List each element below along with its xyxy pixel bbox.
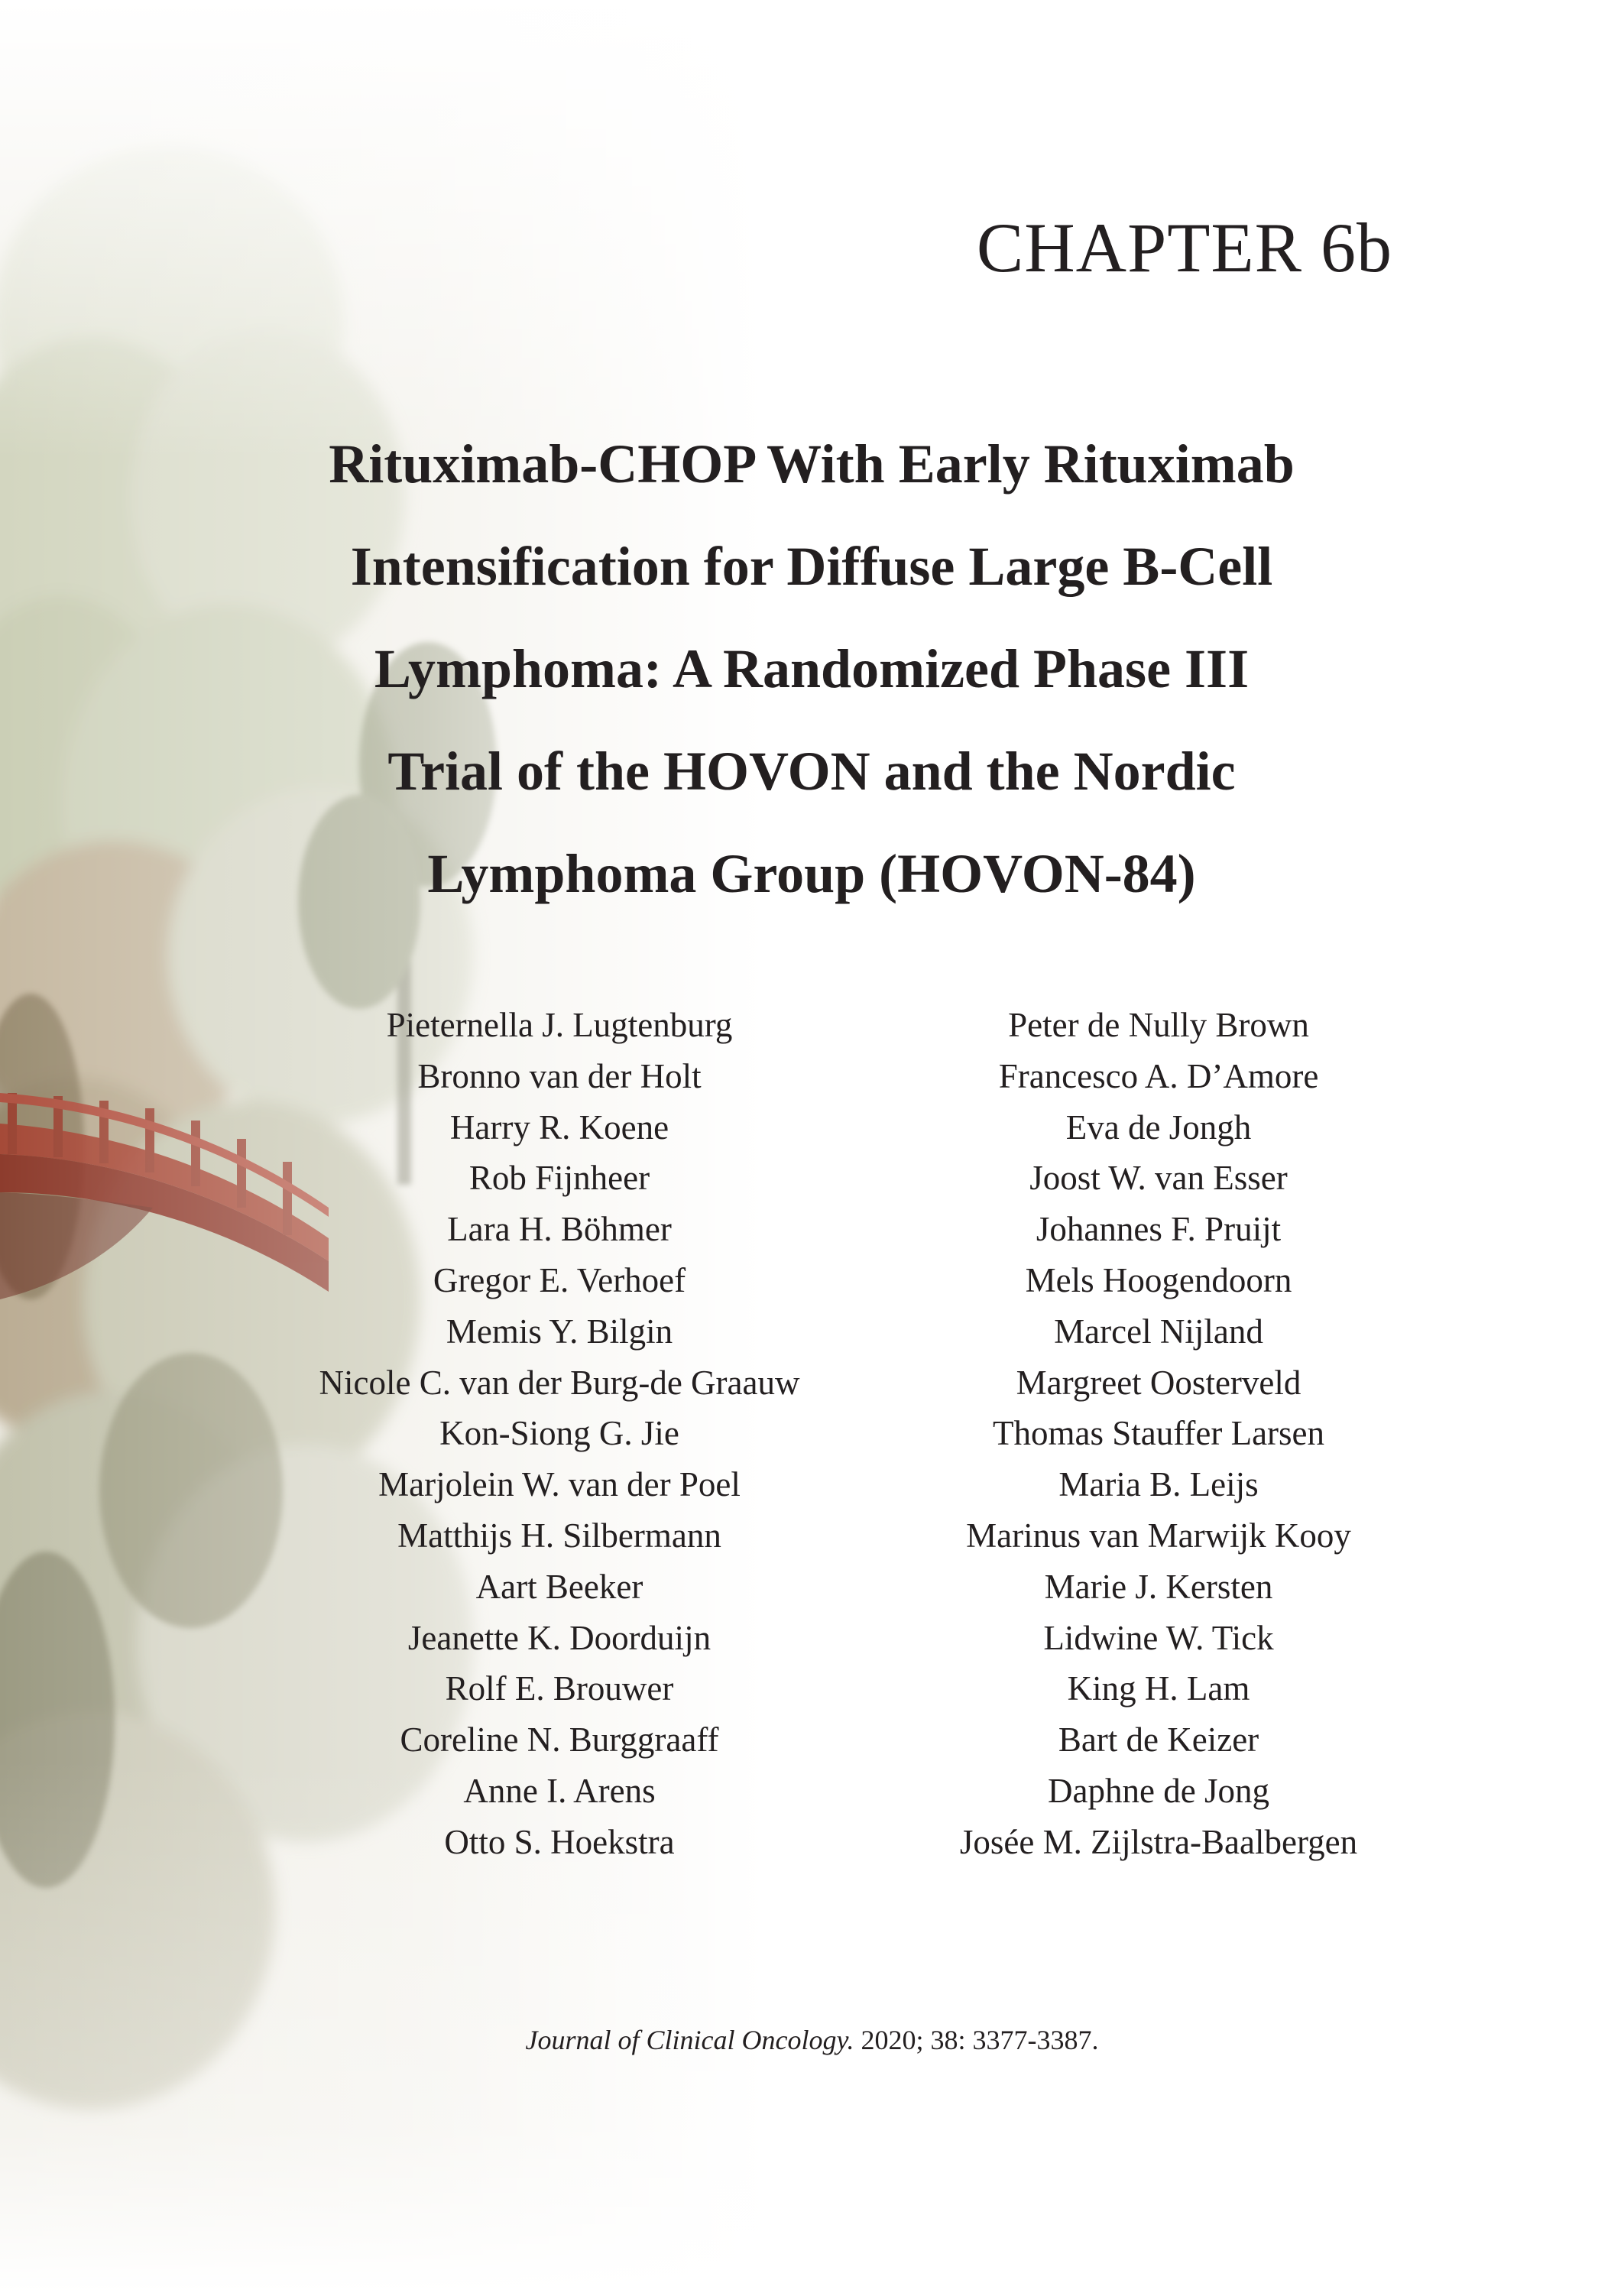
author-name: Rob Fijnheer	[468, 1159, 650, 1198]
author-name: Matthijs H. Silbermann	[397, 1516, 721, 1555]
author-name: Marinus van Marwijk Kooy	[966, 1516, 1351, 1555]
author-name: Lidwine W. Tick	[1043, 1618, 1274, 1657]
author-name: Anne I. Arens	[463, 1771, 656, 1810]
author-name: Aart Beeker	[475, 1567, 643, 1606]
title-line: Trial of the HOVON and the Nordic	[387, 741, 1236, 802]
author-name: Eva de Jongh	[1065, 1108, 1252, 1146]
author-list-left	[292, 1000, 827, 1868]
author-name: Pieternella J. Lugtenburg	[386, 1006, 733, 1044]
author-name: Marie J. Kersten	[1044, 1567, 1273, 1606]
author-name: Otto S. Hoekstra	[444, 1822, 675, 1861]
author-name: Jeanette K. Doorduijn	[407, 1618, 712, 1657]
title-line: Lymphoma: A Randomized Phase III	[374, 638, 1250, 699]
author-name: Nicole C. van der Burg-de Graauw	[319, 1363, 800, 1402]
author-name: Peter de Nully Brown	[1008, 1006, 1309, 1044]
author-name: Johannes F. Pruijt	[1036, 1210, 1282, 1249]
title-line: Intensification for Diffuse Large B-Cell	[350, 536, 1273, 597]
author-name: Gregor E. Verhoef	[433, 1260, 686, 1299]
author-name: Thomas Stauffer Larsen	[992, 1414, 1325, 1453]
author-name: Lara H. Böhmer	[447, 1210, 672, 1249]
title-line: Lymphoma Group (HOVON-84)	[427, 843, 1196, 904]
author-name: Maria B. Leijs	[1058, 1465, 1259, 1504]
author-name: Memis Y. Bilgin	[446, 1312, 673, 1351]
author-name: Marjolein W. van der Poel	[378, 1465, 741, 1504]
author-name: Mels Hoogendoorn	[1025, 1260, 1292, 1299]
author-list-right	[891, 1000, 1426, 1868]
author-name: Coreline N. Burggraaff	[400, 1721, 719, 1759]
chapter-label: CHAPTER 6b	[976, 209, 1392, 287]
author-name: Harry R. Koene	[449, 1108, 669, 1146]
author-name: Daphne de Jong	[1048, 1771, 1269, 1810]
citation-details: 2020; 38: 3377-3387.	[854, 2025, 1099, 2055]
paper-title	[200, 413, 1423, 925]
author-name: Kon-Siong G. Jie	[439, 1414, 679, 1453]
author-name: King H. Lam	[1067, 1669, 1250, 1708]
author-name: Josée M. Zijlstra-Baalbergen	[959, 1822, 1358, 1861]
author-name: Rolf E. Brouwer	[445, 1669, 674, 1708]
journal-citation	[0, 2024, 1624, 2056]
journal-name: Journal of Clinical Oncology.	[525, 2025, 854, 2055]
author-name: Joost W. van Esser	[1029, 1159, 1288, 1198]
title-line: Rituximab-CHOP With Early Rituximab	[329, 433, 1295, 495]
author-name: Margreet Oosterveld	[1016, 1363, 1301, 1402]
author-name: Bronno van der Holt	[417, 1056, 702, 1095]
author-name: Marcel Nijland	[1054, 1312, 1263, 1351]
author-name: Francesco A. D’Amore	[998, 1056, 1319, 1095]
author-name: Bart de Keizer	[1058, 1721, 1259, 1759]
